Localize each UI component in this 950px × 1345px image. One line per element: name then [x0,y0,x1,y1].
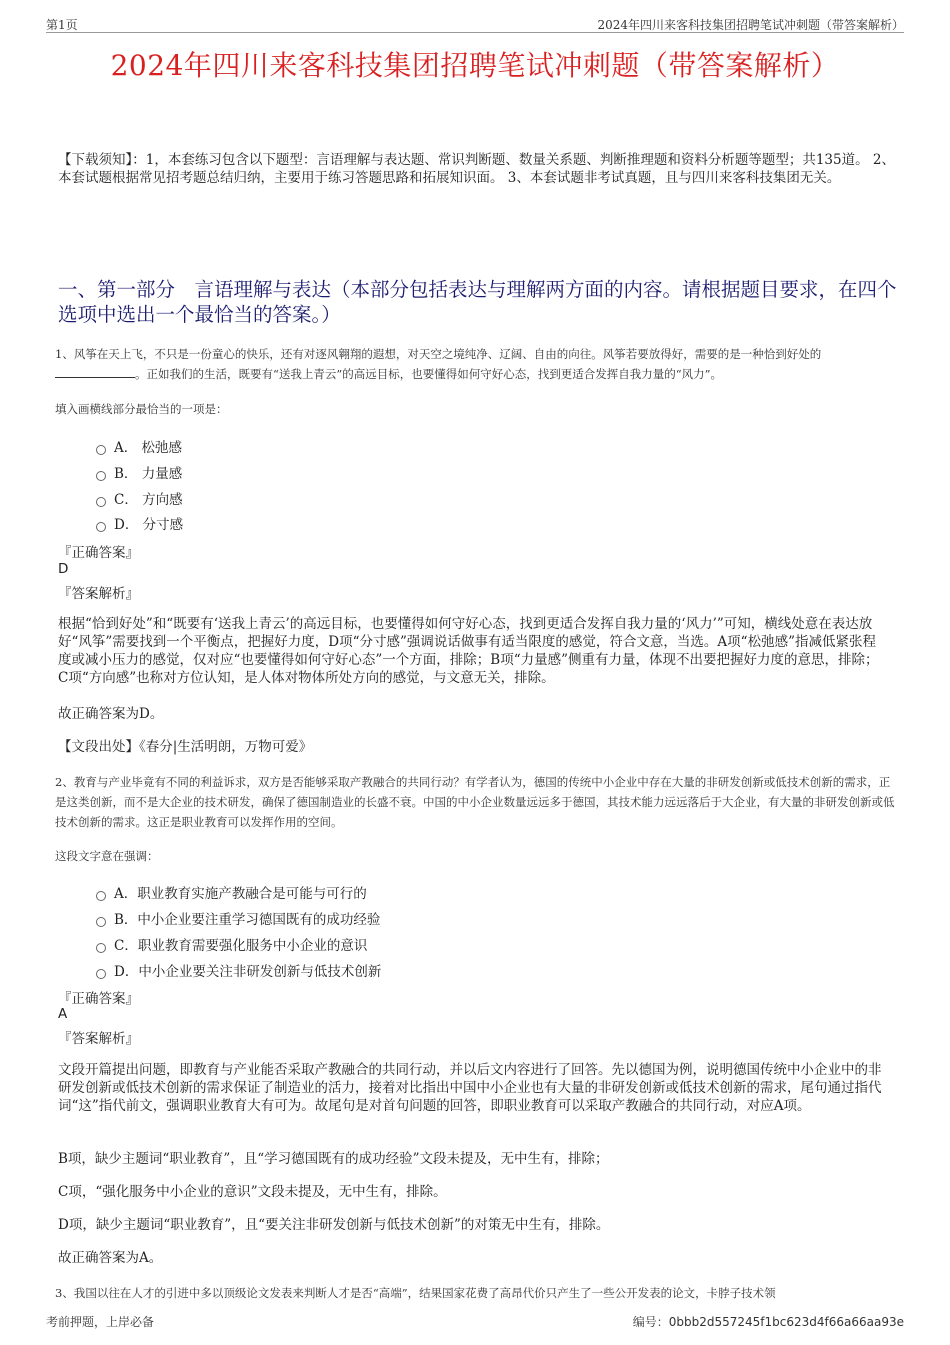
question-1-prompt: 填入画横线部分最恰当的一项是： [55,402,228,416]
header-doc-title: 2024年四川来客科技集团招聘笔试冲刺题（带答案解析） [597,18,904,32]
option-label: A．职业教育实施产教融合是可能与可行的 [114,886,367,902]
question-1-option-b[interactable] [96,462,182,482]
radio-icon[interactable] [96,522,106,532]
question-1-option-d[interactable] [96,513,183,533]
question-2-text: 2、教育与产业毕竟有不同的利益诉求，双方是否能够采取产教融合的共同行动？有学者认为，德国的传统中小企业中存在大量的非研发创新或低技术创新的需求，正是这类创新，而不是大企业的技术研发，确保了德国制造业的长盛不衰。中国的中小企业数量远远多于德国，其技术能力远远落后于大企业，有大量的非研发创新或低技术创新的需求。这正是职业教育可以发挥作用的空间。 [55,775,895,829]
option-label: B． 力量感 [114,466,183,482]
radio-icon[interactable] [96,497,106,507]
question-2-analysis: 文段开篇提出问题，即教育与产业能否采取产教融合的共同行动，并以后文内容进行了回答。先以德国为例，说明德国传统中小企业中的非研发创新或低技术创新的需求保证了制造业的活力，接着对比指出中国中小企业也有大量的非研发创新或低技术创新的需求，尾句通过指代词“这”指代前文，强调职业教育大有可为。故尾句是对首句问题的回答，即职业教育可以采取产教融合的共同行动，对应A项。 [58,1062,882,1114]
option-label: C．职业教育需要强化服务中小企业的意识 [114,938,368,954]
question-1-answer-label: 『正确答案』 [58,545,139,561]
question-2-option-d[interactable] [96,960,381,980]
radio-icon[interactable] [96,471,106,481]
question-2-option-b[interactable] [96,908,380,928]
radio-icon[interactable] [96,943,106,953]
question-2-analysis-label: 『答案解析』 [58,1031,139,1047]
fill-blank [55,365,135,378]
question-2-answer-label: 『正确答案』 [58,991,139,1007]
radio-icon[interactable] [96,917,106,927]
question-1-conclusion: 故正确答案为D。 [58,706,164,722]
question-2-c-note: C项，“强化服务中小企业的意识”文段未提及，无中生有，排除。 [58,1184,447,1200]
question-2-b-note: B项，缺少主题词“职业教育”，且“学习德国既有的成功经验”文段未提及，无中生有，排除； [58,1151,609,1167]
radio-icon[interactable] [96,969,106,979]
question-1-answer: D [58,561,69,577]
question-1-option-c[interactable] [96,488,183,508]
page-number: 第1页 [46,18,78,32]
question-2-answer: A [58,1006,68,1022]
question-1-text [55,344,900,384]
option-label: A． 松弛感 [114,440,183,456]
option-label: D． 分寸感 [114,517,184,533]
question-1-text-after: 。正如我们的生活，既要有“送我上青云”的高远目标，也要懂得如何守好心态，找到更适合发挥自我力量的“风力”。 [135,367,723,381]
footer-slogan: 考前押题，上岸必备 [46,1315,155,1329]
radio-icon[interactable] [96,891,106,901]
question-2-option-a[interactable] [96,882,367,902]
question-2-d-note: D项，缺少主题词“职业教育”，且“要关注非研发创新与低技术创新”的对策无中生有，排除。 [58,1217,610,1233]
download-notice: 【下载须知】：1，本套练习包含以下题型：言语理解与表达题、常识判断题、数量关系题、判断推理题和资料分析题等题型；共135道。 2、本套试题根据常见招考题总结归纳，主要用于练习答题思路和拓展知识面。 3、本套试题非考试真题，且与四川来客科技集团无关。 [58,152,895,186]
option-label: B．中小企业要注重学习德国既有的成功经验 [114,912,381,928]
question-1-text-before: 1、风筝在天上飞，不只是一份童心的快乐，还有对逐风翱翔的遐想，对天空之境纯净、辽阔、自由的向往。风筝若要放得好，需要的是一种恰到好处的 [55,347,822,361]
page-title: 2024年四川来客科技集团招聘笔试冲刺题（带答案解析） [110,49,840,82]
option-label: C． 方向感 [114,492,183,508]
question-1-option-a[interactable] [96,436,182,456]
question-2-option-c[interactable] [96,934,367,954]
question-1-source: 【文段出处】《春分|生活明朗，万物可爱》 [58,739,313,755]
radio-icon[interactable] [96,445,106,455]
question-2-conclusion: 故正确答案为A。 [58,1250,163,1266]
section-title: 一、第一部分 言语理解与表达（本部分包括表达与理解两方面的内容。请根据题目要求，在四个选项中选出一个最恰当的答案。） [58,278,897,326]
question-1-analysis: 根据“恰到好处”和“既要有‘送我上青云’的高远目标，也要懂得如何守好心态，找到更适合发挥自我力量的‘风力’”可知，横线处意在表达放好“风筝”需要找到一个平衡点，把握好力度，D项“分寸感”强调说话做事有适当限度的感觉，符合文意，当选。A项“松弛感”指减低紧张程度或减小压力的感觉，仅对应“也要懂得如何守好心态”一个方面，排除；B项“力量感”侧重有力量，体现不出要把握好力度的意思，排除；C项“方向感”也称对方位认知，是人体对物体所处方向的感觉，与文意无关，排除。 [58,616,879,686]
footer-code: 编号：0bbb2d557245f1bc623d4f66a66aa93e [632,1315,904,1329]
option-label: D．中小企业要关注非研发创新与低技术创新 [114,964,382,980]
question-1-analysis-label: 『答案解析』 [58,586,139,602]
question-3-text: 3、我国以往在人才的引进中多以顶级论文发表来判断人才是否“高端”，结果国家花费了高昂代价只产生了一些公开发表的论文，卡脖子技术领 [55,1286,776,1300]
page-header [46,14,904,33]
question-2-prompt: 这段文字意在强调： [55,849,159,863]
